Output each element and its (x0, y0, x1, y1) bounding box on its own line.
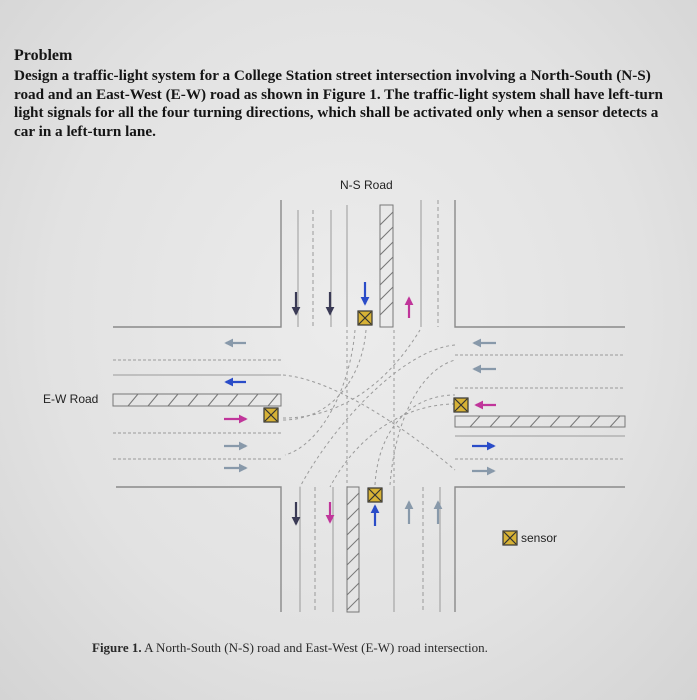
sensor-box-icon (503, 531, 517, 545)
figure-label: Figure 1. (92, 640, 142, 655)
sensor-legend-label: sensor (521, 531, 558, 545)
figure-caption (92, 640, 488, 656)
sensor-south (368, 488, 382, 502)
problem-statement: Design a traffic-light system for a College Station street intersection involving a North-South (N-S) road and an East-West (E-W) road as shown in Figure 1. The traffic-light system shall have left-turn light signals for all the four turning directions, which shall be activated only when a sensor detects a car in a left-turn lane. (14, 67, 664, 140)
turning-paths (283, 330, 455, 487)
sensor-east (454, 398, 468, 412)
median-south (347, 487, 359, 612)
median-west (113, 394, 281, 406)
sensor-north (358, 311, 372, 325)
median-east (455, 416, 625, 427)
ns-road-label: N-S Road (340, 178, 393, 192)
figure-caption-text: A North-South (N-S) road and East-West (E-W) road intersection. (144, 640, 488, 655)
ew-lane-lines (113, 355, 625, 459)
problem-title: Problem (14, 47, 73, 64)
south-approach-arrows (296, 502, 438, 526)
sensor-west (264, 408, 278, 422)
ew-road-label: E-W Road (43, 392, 99, 406)
east-approach-arrows (472, 343, 496, 471)
ns-lane-lines (298, 200, 440, 612)
median-north (380, 205, 393, 327)
